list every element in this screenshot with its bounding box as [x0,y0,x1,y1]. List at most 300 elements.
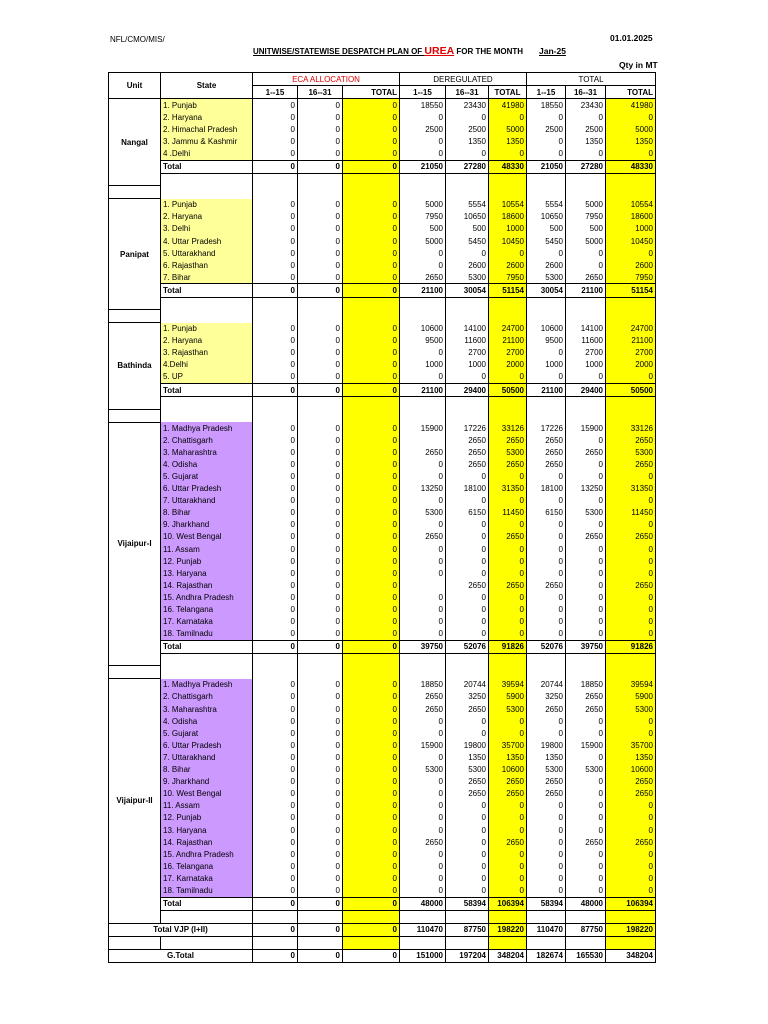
gap-cell [343,310,400,323]
value-cell: 20744 [527,679,566,691]
value-cell: 0 [400,727,446,739]
separator-row [109,186,656,199]
value-cell: 0 [527,495,566,507]
state-name: 1. Madhya Pradesh [161,422,253,434]
table-row [109,872,656,884]
value-cell: 6150 [527,507,566,519]
value-cell: 0 [298,555,343,567]
value-cell: 5000 [566,235,606,247]
table-row [109,446,656,458]
state-name: 5. UP [161,371,253,384]
value-cell: 21100 [527,383,566,396]
value-cell: 0 [606,591,656,603]
value-cell: 0 [446,567,489,579]
gap-cell [298,666,343,679]
value-cell: 10554 [606,199,656,211]
value-cell: 0 [606,148,656,161]
table-row [109,679,656,691]
value-cell: 0 [489,555,527,567]
value-cell: 29400 [566,383,606,396]
value-cell: 18550 [527,99,566,112]
value-cell: 106394 [606,897,656,910]
value-cell: 2650 [446,703,489,715]
value-cell: 10554 [489,199,527,211]
value-cell: 0 [343,495,400,507]
value-cell: 5300 [527,271,566,284]
state-name: 2. Chattisgarh [161,434,253,446]
value-cell: 0 [343,764,400,776]
table-row [109,567,656,579]
value-cell: 23430 [566,99,606,112]
value-cell: 0 [606,603,656,615]
value-cell: 2650 [446,446,489,458]
value-cell: 5900 [489,691,527,703]
gap-cell [343,910,400,923]
value-cell: 0 [400,135,446,147]
value-cell: 5300 [400,507,446,519]
table-row [109,739,656,751]
value-cell: 0 [343,199,400,211]
value-cell: 0 [298,751,343,763]
table-row [109,323,656,335]
gap-cell [298,173,343,186]
value-cell: 0 [566,371,606,384]
gap-cell [489,910,527,923]
table-row [109,543,656,555]
value-cell: 0 [253,897,298,910]
gap-cell [343,397,400,410]
table-row [109,335,656,347]
page-title [253,45,523,57]
gap-cell [527,666,566,679]
value-cell: 0 [489,371,527,384]
state-name: 14. Rajasthan [161,579,253,591]
value-cell: 0 [298,872,343,884]
gap-cell [606,910,656,923]
value-cell: 2650 [446,434,489,446]
value-cell: 0 [343,603,400,615]
gap-cell [161,186,253,199]
state-name: 9. Jharkhand [161,776,253,788]
state-name: 4 .Delhi [161,148,253,161]
gap-cell [527,186,566,199]
value-cell: 0 [253,776,298,788]
value-cell: 0 [606,715,656,727]
value-cell: 6150 [446,507,489,519]
value-cell: 0 [253,579,298,591]
gap-cell [298,186,343,199]
value-cell: 0 [489,884,527,897]
value-cell: 0 [253,727,298,739]
value-cell: 35700 [606,739,656,751]
header-dereg-p1: 1--15 [400,86,446,99]
gap-cell [400,409,446,422]
value-cell: 5300 [606,446,656,458]
value-cell: 2650 [566,446,606,458]
summary-value: 165530 [566,949,606,962]
summary-label: G.Total [109,949,253,962]
state-name: 2. Chattisgarh [161,691,253,703]
value-cell: 0 [343,800,400,812]
value-cell: 0 [343,679,400,691]
value-cell: 0 [298,603,343,615]
value-cell: 0 [253,800,298,812]
gap-cell [400,186,446,199]
value-cell: 23430 [446,99,489,112]
value-cell: 0 [446,836,489,848]
gap-cell [253,310,298,323]
value-cell: 5900 [606,691,656,703]
value-cell: 17226 [527,422,566,434]
value-cell: 0 [298,199,343,211]
gap-cell [109,936,161,949]
value-cell: 2650 [527,788,566,800]
value-cell: 0 [489,872,527,884]
value-cell: 0 [253,860,298,872]
table-row [109,371,656,384]
table-row [109,507,656,519]
value-cell: 5300 [489,703,527,715]
value-cell: 0 [566,543,606,555]
value-cell: 0 [343,284,400,297]
value-cell: 0 [446,715,489,727]
value-cell: 21100 [489,335,527,347]
state-name: 4. Odisha [161,458,253,470]
value-cell: 0 [298,223,343,235]
value-cell: 0 [566,616,606,628]
value-cell: 0 [566,111,606,123]
gap-cell [400,310,446,323]
value-cell: 2650 [489,836,527,848]
value-cell: 0 [253,507,298,519]
value-cell: 27280 [566,160,606,173]
value-cell: 0 [343,555,400,567]
value-cell: 0 [253,235,298,247]
value-cell [400,434,446,446]
state-name: 4. Odisha [161,715,253,727]
value-cell: 2650 [446,458,489,470]
value-cell: 24700 [606,323,656,335]
value-cell: 2650 [489,776,527,788]
value-cell: 0 [298,458,343,470]
summary-value: 87750 [566,923,606,936]
table-row [109,495,656,507]
value-cell: 0 [566,579,606,591]
plan-month: Jan-25 [539,46,566,56]
value-cell: 1000 [527,359,566,371]
value-cell: 0 [527,727,566,739]
value-cell: 0 [446,824,489,836]
value-cell: 0 [446,519,489,531]
value-cell: 0 [566,848,606,860]
value-cell: 0 [298,788,343,800]
value-cell: 5300 [446,271,489,284]
value-cell: 0 [253,371,298,384]
value-cell: 2650 [489,434,527,446]
value-cell: 0 [446,495,489,507]
value-cell: 0 [527,860,566,872]
value-cell: 0 [298,507,343,519]
value-cell: 0 [298,567,343,579]
value-cell: 0 [253,223,298,235]
value-cell: 0 [446,800,489,812]
value-cell: 0 [606,860,656,872]
state-name: 6. Uttar Pradesh [161,483,253,495]
gap-cell [566,936,606,949]
table-row [109,812,656,824]
value-cell: 2650 [400,446,446,458]
value-cell: 0 [343,347,400,359]
value-cell: 0 [343,247,400,259]
value-cell: 19800 [527,739,566,751]
state-name: 3. Maharashtra [161,446,253,458]
value-cell: 21100 [400,383,446,396]
value-cell: 0 [343,160,400,173]
value-cell: 14100 [566,323,606,335]
separator-row [109,409,656,422]
table-row [109,884,656,897]
value-cell: 0 [253,148,298,161]
value-cell: 18850 [566,679,606,691]
header-total-p2: 16--31 [566,86,606,99]
summary-value: 198220 [606,923,656,936]
value-cell: 0 [253,347,298,359]
value-cell: 0 [446,591,489,603]
state-name: 16. Telangana [161,860,253,872]
value-cell: 5450 [446,235,489,247]
value-cell: 0 [343,739,400,751]
value-cell: 0 [298,776,343,788]
gap-cell [253,666,298,679]
value-cell: 0 [298,531,343,543]
table-row [109,259,656,271]
gap-cell [343,666,400,679]
document-reference: NFL/CMO/MIS/ [110,35,165,44]
value-cell: 0 [253,111,298,123]
gap-cell [446,397,489,410]
gap-cell [489,409,527,422]
value-cell: 0 [606,616,656,628]
value-cell: 1000 [489,223,527,235]
value-cell: 0 [343,703,400,715]
value-cell: 2600 [606,259,656,271]
gap-cell [446,310,489,323]
value-cell: 0 [343,148,400,161]
value-cell: 0 [489,111,527,123]
value-cell: 2500 [527,123,566,135]
gap-cell [400,397,446,410]
gap-cell [446,186,489,199]
value-cell: 2650 [489,531,527,543]
value-cell: 0 [606,555,656,567]
value-cell: 0 [253,764,298,776]
state-name: 15. Andhra Pradesh [161,848,253,860]
gap-cell [298,297,343,310]
value-cell: 7950 [400,211,446,223]
value-cell: 18550 [400,99,446,112]
value-cell: 0 [253,640,298,653]
value-cell: 500 [446,223,489,235]
value-cell: 2650 [489,579,527,591]
value-cell: 0 [400,247,446,259]
value-cell: 0 [606,727,656,739]
value-cell: 0 [253,703,298,715]
header-state: State [161,73,253,99]
value-cell: 0 [343,543,400,555]
gap-cell [109,409,161,422]
value-cell: 2650 [400,703,446,715]
value-cell: 0 [253,519,298,531]
value-cell: 0 [400,715,446,727]
value-cell: 500 [527,223,566,235]
value-cell: 0 [446,628,489,641]
gap-cell [161,297,253,310]
value-cell: 0 [527,247,566,259]
state-name: 5. Gujarat [161,727,253,739]
separator-row [109,666,656,679]
gap-cell [400,666,446,679]
gap-cell [446,666,489,679]
value-cell: 21100 [400,284,446,297]
value-cell: 0 [343,123,400,135]
state-name: 17. Karnataka [161,872,253,884]
gap-cell [253,397,298,410]
state-name: 7. Bihar [161,271,253,284]
value-cell: 0 [298,434,343,446]
value-cell: 0 [527,347,566,359]
value-cell: 0 [400,788,446,800]
state-name: 6. Rajasthan [161,259,253,271]
value-cell: 14100 [446,323,489,335]
gap-cell [400,936,446,949]
summary-value: 198220 [489,923,527,936]
value-cell: 0 [253,824,298,836]
table-row [109,271,656,284]
value-cell: 0 [253,555,298,567]
state-name: 9. Jharkhand [161,519,253,531]
value-cell: 10650 [527,211,566,223]
value-cell: 0 [298,824,343,836]
state-name: 3. Delhi [161,223,253,235]
gap-cell [606,653,656,666]
value-cell: 0 [298,148,343,161]
value-cell: 41980 [606,99,656,112]
gap-cell [606,310,656,323]
value-cell: 10600 [527,323,566,335]
value-cell: 5300 [566,764,606,776]
unit-total-row [109,383,656,396]
header-total-group: TOTAL [527,73,656,86]
gap-cell [566,397,606,410]
value-cell: 0 [566,872,606,884]
value-cell: 0 [400,148,446,161]
gap-cell [527,397,566,410]
value-cell: 0 [298,715,343,727]
state-name: Total [161,640,253,653]
value-cell: 2650 [606,531,656,543]
value-cell: 0 [343,211,400,223]
table-row [109,99,656,112]
gap-cell [489,297,527,310]
gap-cell [253,186,298,199]
table-row [109,591,656,603]
table-row [109,860,656,872]
gap-cell [343,653,400,666]
value-cell: 5000 [400,199,446,211]
summary-value: 110470 [400,923,446,936]
value-cell: 0 [446,470,489,482]
value-cell: 1000 [446,359,489,371]
gap-cell [489,666,527,679]
value-cell: 24700 [489,323,527,335]
value-cell: 0 [527,567,566,579]
value-cell: 2700 [606,347,656,359]
gap-cell [527,910,566,923]
value-cell: 0 [253,160,298,173]
value-cell: 0 [527,628,566,641]
value-cell: 0 [489,616,527,628]
gap-cell [400,173,446,186]
value-cell: 0 [606,824,656,836]
value-cell: 0 [253,603,298,615]
value-cell: 58394 [446,897,489,910]
value-cell: 2650 [606,788,656,800]
value-cell: 0 [253,495,298,507]
gap-cell [161,653,253,666]
value-cell: 0 [298,347,343,359]
value-cell: 2650 [446,579,489,591]
document-date: 01.01.2025 [610,33,653,43]
value-cell: 0 [298,160,343,173]
value-cell: 0 [253,884,298,897]
value-cell: 0 [343,323,400,335]
value-cell: 0 [298,323,343,335]
value-cell: 91826 [606,640,656,653]
header-total-total: TOTAL [606,86,656,99]
value-cell: 2650 [400,691,446,703]
unit-name: Vijaipur-II [109,679,161,923]
gap-cell [161,666,253,679]
value-cell: 7950 [489,271,527,284]
table-row [109,727,656,739]
value-cell: 11450 [606,507,656,519]
value-cell: 1000 [400,359,446,371]
gap-cell [606,397,656,410]
gap-cell [489,397,527,410]
value-cell: 1000 [566,359,606,371]
separator-row [109,936,656,949]
value-cell: 0 [253,135,298,147]
value-cell: 0 [253,739,298,751]
table-row [109,616,656,628]
gap-cell [298,310,343,323]
value-cell: 0 [253,123,298,135]
gap-cell [606,666,656,679]
value-cell: 0 [400,800,446,812]
value-cell: 5000 [566,199,606,211]
value-cell: 10450 [606,235,656,247]
value-cell: 1350 [489,135,527,147]
value-cell: 0 [566,567,606,579]
value-cell: 0 [606,519,656,531]
gap-cell [343,409,400,422]
value-cell: 0 [298,359,343,371]
value-cell: 0 [253,470,298,482]
value-cell: 0 [400,458,446,470]
value-cell: 0 [606,495,656,507]
value-cell: 0 [298,848,343,860]
value-cell: 2650 [400,271,446,284]
